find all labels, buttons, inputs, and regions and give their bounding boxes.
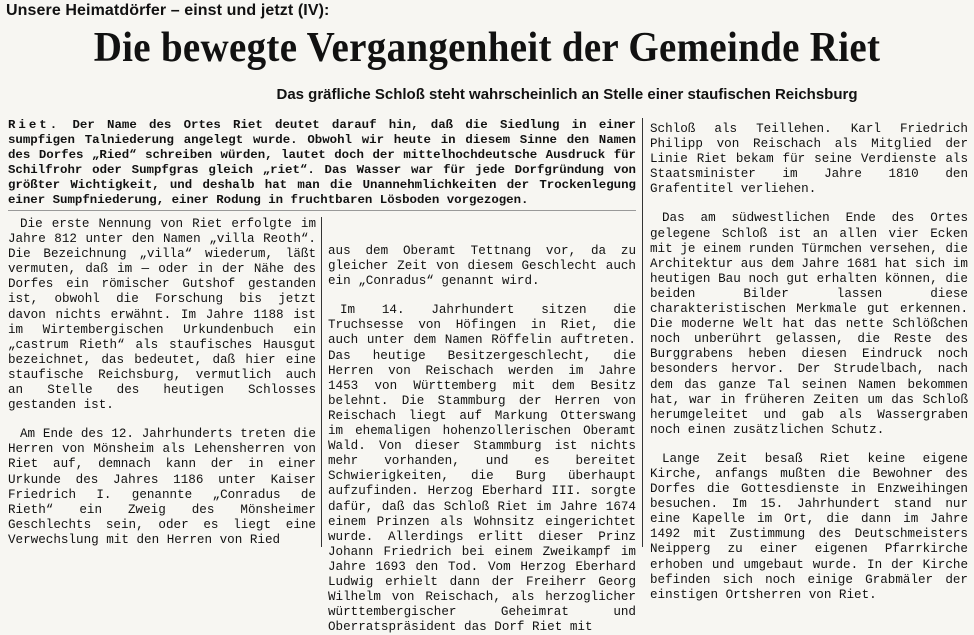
dateline: Riet.: [8, 118, 61, 132]
paragraph: aus dem Oberamt Tettnang vor, da zu gleicher Zeit von diesem Geschlecht auch ein „Conradus“ genannt wird.: [328, 244, 636, 289]
paragraph: Lange Zeit besaß Riet keine eigene Kirche, anfangs mußten die Bewohner des Dorfes die Gottesdienste in Enzweihingen besuchen. Im 15. Jahrhundert stand nur eine Kapelle im Ort, die dann im Jahre 1492 mit Zustimmung des Deutschmeisters Neipperg zu einer eigenen Pfarrkirche erhoben und umgebaut wurde. In der Kirche befinden sich noch einige Grabmäler der einstigen Ortsherren von Riet.: [650, 451, 968, 602]
paragraph: Das am südwestlichen Ende des Ortes gelegene Schloß ist an allen vier Ecken mit je einem runden Türmchen versehen, die Architektur aus dem Jahre 1681 hat sich im heutigen Bau noch gut erhalten können, die beiden Bilder lassen diese charakteristischen Merkmale gut erkennen. Die moderne Welt hat das nette Schlößchen noch unberührt gelassen, die Reste des Burggrabens heben diesen Eindruck noch besonders hervor. Der Strudelbach, nach dem das ganze Tal seinen Namen bekommen hat, war in früheren Zeiten um das Schloß herumgeleitet und gab als Wassergraben noch einen zusätzlichen Schutz.: [650, 211, 968, 437]
article-subheadline: Das gräfliche Schloß steht wahrscheinlich an Stelle einer staufischen Reichsburg: [276, 86, 858, 103]
paragraph: Im 14. Jahrhundert sitzen die Truchsesse von Höfingen in Riet, die auch unter dem Namen Röffelin auftreten. Das heutige Besitzergeschlecht, die Herren von Reischach werden im Jahre 1453 von Württemberg mit dem Besitz belehnt. Die Stammburg der Herren von Reischach liegt auf Markung Otterswang im ehemaligen hohenzollerischen Oberamt Wald. Von dieser Stammburg ist nichts mehr vorhanden, und es bereitet Schwierigkeiten, die Burg überhaupt aufzufinden. Herzog Eberhard III. sorgte dafür, daß das Schloß Riet im Jahre 1674 einem Prinzen als Wohnsitz eingerichtet wurde. Allerdings erlitt dieser Prinz Johann Friedrich bei einem Zweikampf im Jahre 1693 den Tod. Vom Herzog Eberhard Ludwig erhielt dann der Freiherr Georg Wilhelm von Reischach, als herzoglicher württembergischer Geheimrat und Oberratspräsident das Dorf Riet mit: [328, 303, 636, 635]
text-column-2: [328, 244, 636, 635]
series-kicker: Unsere Heimatdörfer – einst und jetzt (IV):: [6, 2, 330, 19]
text-column-3: [650, 122, 968, 603]
paragraph: Am Ende des 12. Jahrhunderts treten die Herren von Mönsheim als Lehensherren von Riet auf, demnach kann der in einer Urkunde des Jahres 1186 unter Kaiser Friedrich I. genannte „Conradus de Rieth“ ein Zweig des Mönsheimer Geschlechts sein, oder es liegt eine Verwechslung mit den Herren von Ried: [8, 427, 316, 547]
column-divider-right: [642, 118, 643, 547]
column-divider-left: [321, 217, 322, 547]
intro-text: Der Name des Ortes Riet deutet darauf hin, daß die Siedlung in einer sumpfigen Talniederung angelegt wurde. Obwohl wir heute in diesem Sinne den Namen des Dorfes „Ried“ schreiben würden, lautet doch der mittelhochdeutsche Ausdruck für Schilfrohr oder Sumpfgras gleich „riet“. Das Wasser war für jede Dorfgründung von größter Wichtigkeit, und deshalb hat man die Unannehmlichkeiten der Trockenlegung einer Sumpfniederung, einer Rodung in fruchtbaren Lösboden vorgezogen.: [8, 118, 636, 207]
intro-rule: [8, 210, 636, 211]
paragraph: Schloß als Teillehen. Karl Friedrich Philipp von Reischach als Mitglied der Linie Riet bekam für seine Verdienste als Staatsminister im Jahre 1810 den Grafentitel verliehen.: [650, 122, 968, 197]
article-intro: [8, 118, 636, 208]
text-column-1: [8, 217, 316, 548]
article-headline: Die bewegte Vergangenheit der Gemeinde Riet: [93, 24, 881, 71]
paragraph: Die erste Nennung von Riet erfolgte im Jahre 812 unter den Namen „villa Reoth“. Die Bezeichnung „villa“ wiederum, läßt vermuten, daß im — oder in der Nähe des Dorfes ein römischer Gutshof gestanden ist, obwohl die Forschung bis jetzt davon nichts erwähnt. Im Jahre 1188 ist im Wirtembergischen Urkundenbuch ein „castrum Rieth“ als staufisches Hausgut bezeichnet, das bedeutet, daß hier eine staufische Reichsburg, vermutlich auch an Stelle des heutigen Schlosses gestanden ist.: [8, 217, 316, 413]
